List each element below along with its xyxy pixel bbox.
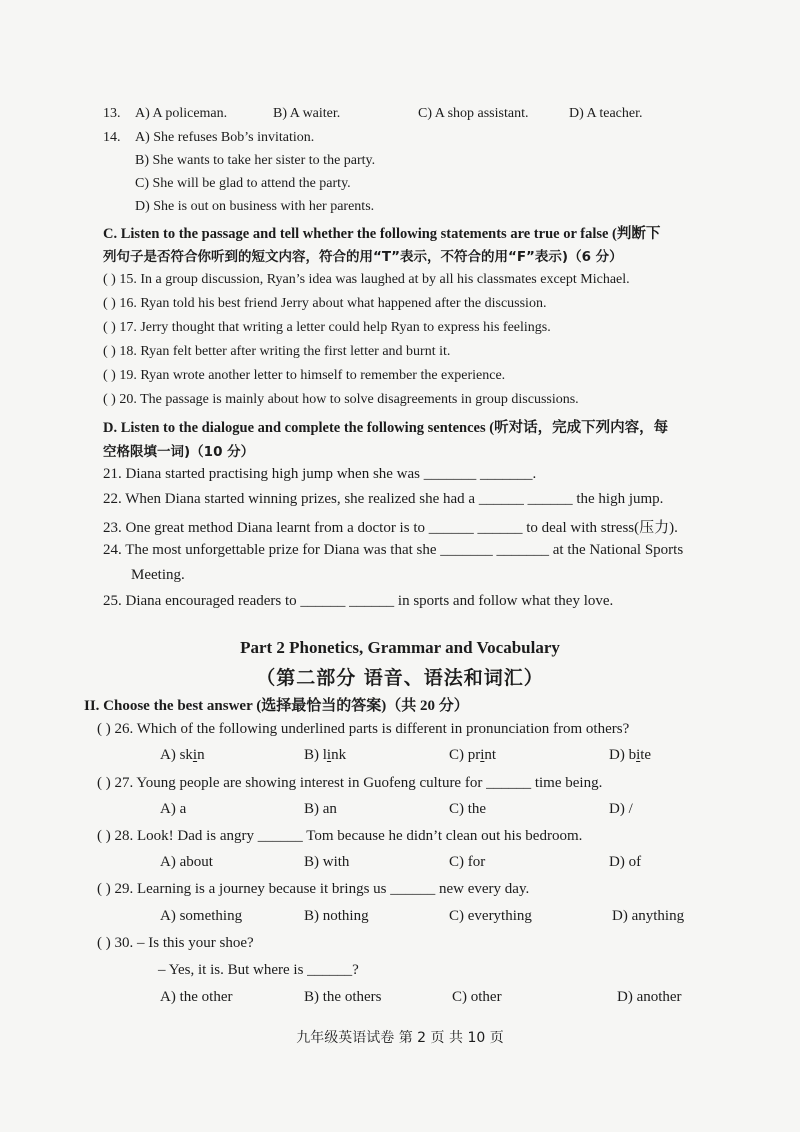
- q14-number: 14.: [103, 130, 121, 145]
- section-d-q21: 21. Diana started practising high jump when she was _______ _______.: [103, 466, 537, 482]
- q28-option-b: B) with: [304, 854, 350, 870]
- q13-number: 13.: [103, 106, 121, 121]
- section-d-heading-line2: 空格限填一词)（10 分）: [103, 444, 255, 460]
- q14-option-a: A) She refuses Bob’s invitation.: [135, 130, 315, 145]
- section-c-item-15: ( ) 15. In a group discussion, Ryan’s idea was laughed at by all his classmates except Michael.: [103, 272, 630, 287]
- q27-option-a: A) a: [160, 801, 187, 817]
- q26-option-a: A) skin: [160, 747, 205, 763]
- section-d-q23: 23. One great method Diana learnt from a doctor is to ______ ______ to deal with stress(压力).: [103, 520, 678, 536]
- section-c-item-20: ( ) 20. The passage is mainly about how to solve disagreements in group discussions.: [103, 392, 579, 407]
- q26-stem: ( ) 26. Which of the following underlined parts is different in pronunciation from others?: [97, 721, 630, 737]
- section-d-q24-line1: 24. The most unforgettable prize for Diana was that she _______ _______ at the National Sports: [103, 542, 684, 558]
- q26-option-d: D) bite: [609, 747, 652, 763]
- q26-option-b: B) link: [304, 747, 347, 763]
- q30-line2: – Yes, it is. But where is ______?: [158, 962, 359, 978]
- q27-option-d: D) /: [609, 801, 633, 817]
- section-c-item-16: ( ) 16. Ryan told his best friend Jerry about what happened after the discussion.: [103, 296, 547, 311]
- q13-option-d: D) A teacher.: [569, 106, 643, 121]
- q29-option-a: A) something: [160, 908, 243, 924]
- section-c-heading-line2: 列句子是否符合你听到的短文内容，符合的用“T”表示，不符合的用“F”表示)（6 分）: [103, 249, 623, 265]
- section-c-item-19: ( ) 19. Ryan wrote another letter to himself to remember the experience.: [103, 368, 506, 383]
- q13-option-c: C) A shop assistant.: [418, 106, 529, 121]
- q27-option-c: C) the: [449, 801, 487, 817]
- q29-option-c: C) everything: [449, 908, 532, 924]
- q29-option-d: D) anything: [612, 908, 685, 924]
- q30-option-b: B) the others: [304, 989, 382, 1005]
- q14-option-d: D) She is out on business with her parents.: [135, 199, 375, 214]
- q13-option-a: A) A policeman.: [135, 106, 228, 121]
- q14-option-c: C) She will be glad to attend the party.: [135, 176, 351, 191]
- section-c-heading-line1: C. Listen to the passage and tell whether the following statements are true or false (判断下: [103, 226, 661, 242]
- part2-title: Part 2 Phonetics, Grammar and Vocabulary: [240, 638, 560, 657]
- q14-option-b: B) She wants to take her sister to the party.: [135, 153, 376, 168]
- section-c-item-18: ( ) 18. Ryan felt better after writing the first letter and burnt it.: [103, 344, 451, 359]
- section-ii-heading: II. Choose the best answer (选择最恰当的答案)（共 20 分）: [84, 698, 469, 714]
- q30-option-a: A) the other: [160, 989, 233, 1005]
- q30-stem: ( ) 30. – Is this your shoe?: [97, 935, 254, 951]
- q29-stem: ( ) 29. Learning is a journey because it brings us ______ new every day.: [97, 881, 530, 897]
- section-c-item-17: ( ) 17. Jerry thought that writing a letter could help Ryan to express his feelings.: [103, 320, 551, 335]
- q30-option-c: C) other: [452, 989, 502, 1005]
- q27-option-b: B) an: [304, 801, 337, 817]
- section-d-q22: 22. When Diana started winning prizes, she realized she had a ______ ______ the high jump.: [103, 491, 664, 507]
- q28-option-d: D) of: [609, 854, 642, 870]
- q28-option-c: C) for: [449, 854, 486, 870]
- section-d-heading-line1: D. Listen to the dialogue and complete the following sentences (听对话，完成下列内容，每: [103, 420, 669, 436]
- q13-option-b: B) A waiter.: [273, 106, 341, 121]
- section-d-q24-line2: Meeting.: [131, 567, 185, 583]
- part2-subtitle: （第二部分 语音、语法和词汇）: [256, 667, 544, 689]
- page-footer: 九年级英语试卷 第 2 页 共 10 页: [296, 1030, 504, 1046]
- q28-option-a: A) about: [160, 854, 213, 870]
- q30-option-d: D) another: [617, 989, 682, 1005]
- q29-option-b: B) nothing: [304, 908, 369, 924]
- q27-stem: ( ) 27. Young people are showing interest in Guofeng culture for ______ time being.: [97, 775, 603, 791]
- section-d-q25: 25. Diana encouraged readers to ______ ______ in sports and follow what they love.: [103, 593, 614, 609]
- q26-option-c: C) print: [449, 747, 497, 763]
- q28-stem: ( ) 28. Look! Dad is angry ______ Tom because he didn’t clean out his bedroom.: [97, 828, 583, 844]
